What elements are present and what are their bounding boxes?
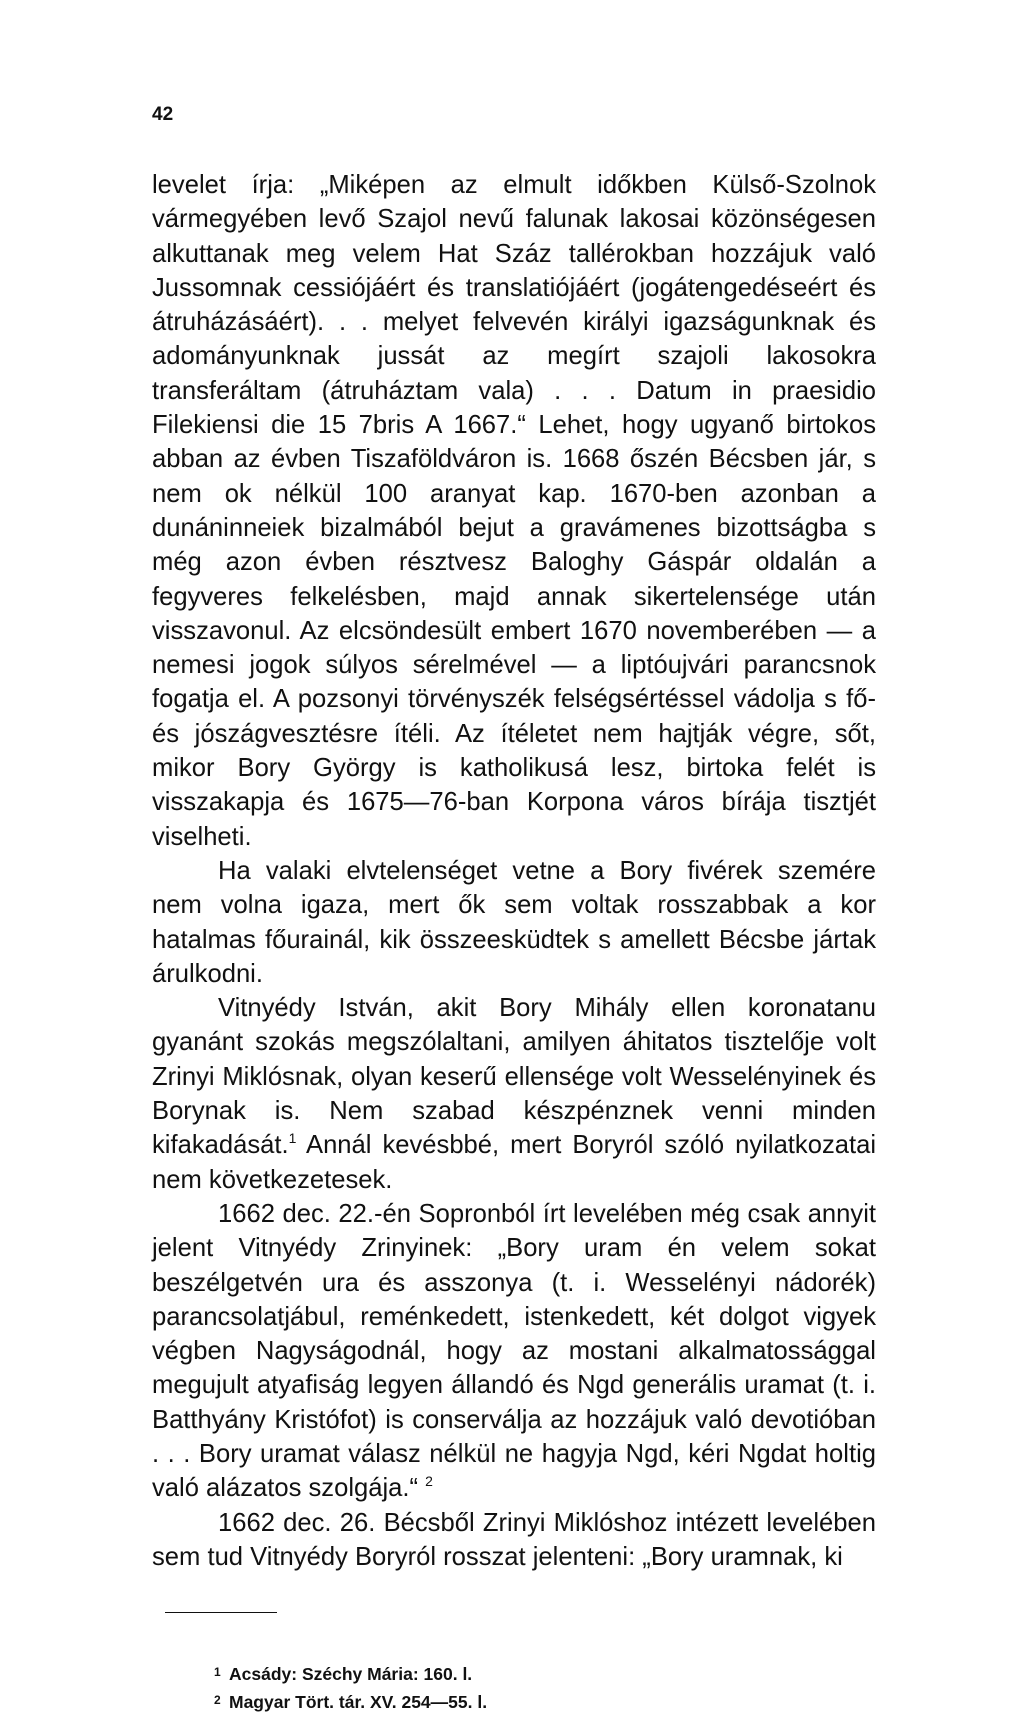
footnote-reference-2: 2 (425, 1473, 433, 1490)
paragraph-2: Ha valaki elvtelenséget vetne a Bory fivérek szemére nem volna igaza, mert ők sem voltak rosszabbak a kor hatalmas főurainál, kik összeesküdtek s amellett Bécsbe jártak árulkodni. (152, 856, 876, 988)
footnote-reference-1: 1 (288, 1130, 297, 1147)
footnote-1 (152, 1659, 876, 1687)
footnote-divider (165, 1612, 277, 1613)
footnote-1-text: Acsády: Széchy Mária: 160. l. (229, 1664, 473, 1684)
paragraph-4-text-before-note: 1662 dec. 22.-én Sopronból írt levelében még csak annyit jelent Vitnyédy Zrinyinek: „Bory uram én velem sokat beszélgetvén ura és asszonya (t. i. Wesselényi nádorék) parancsolatjábul, reménkedett, istenkedett, két dolgot vigyek végben Nagyságodnál, hogy az mostani alkalmatossággal megujult atyafiság legyen állandó és Ngd generális uramat (t. i. Batthyány Kristófot) is conserválja az hozzájuk való devotióban . . . Bory uramat válasz nélkül ne hagyja Ngd, kéri Ngdat holtig való alázatos szolgája.“ (152, 1199, 876, 1503)
main-text (152, 168, 876, 1574)
footnotes (152, 1659, 876, 1715)
paragraph-3-text-after-note: Annál kevésbbé, mert Boryról szóló nyilatkozatai nem következetesek. (152, 1131, 877, 1194)
footnote-1-marker: 1 (214, 1665, 221, 1679)
footnote-2 (152, 1687, 876, 1715)
paragraph-3 (152, 991, 876, 1197)
footnote-2-text: Magyar Tört. tár. XV. 254—55. l. (229, 1692, 488, 1712)
paragraph-4 (152, 1197, 876, 1506)
paragraph-3-text-before-note: Vitnyédy István, akit Bory Mihály ellen koronatanu gyanánt szokás megszólaltani, amilyen áhitatos tisztelője volt Zrinyi Miklósnak, olyan keserű ellensége volt Wesselényinek és Borynak is. Nem szabad készpénznek venni minden kifakadását. (152, 994, 876, 1160)
footnote-2-marker: 2 (214, 1693, 221, 1707)
paragraph-1: levelet írja: „Miképen az elmult időkben Külső-Szolnok vármegyében levő Szajol nevű falunak lakosai közönségesen alkuttanak meg velem Hat Száz tallérokban hozzájuk való Jussomnak cessiójáért és translatiójáért (jogátengedéseért és átruházásáért). . . melyet felvevén királyi igazságunknak és adományunknak jussát az megírt szajoli lakosokra transferáltam (átruháztam vala) . . . Datum in praesidio Filekiensi die 15 7bris A 1667.“ Lehet, hogy ugyanő birtokos abban az évben Tiszaföldváron is. 1668 őszén Bécsben jár, s nem ok nélkül 100 aranyat kap. 1670-ben azonban a dunáninneiek bizalmából bejut a gravámenes bizottságba s még azon évben résztvesz Baloghy Gáspár oldalán a fegyveres felkelésben, majd annak sikertelensége után visszavonul. Az elcsöndesült embert 1670 novemberében — a nemesi jogok súlyos sérelmével — a liptóujvári parancsnok fogatja el. A pozsonyi törvényszék felségsértéssel vádolja s fő- és jószágvesztésre ítéli. Az ítéletet nem hajtják végre, sőt, mikor Bory György is katholikusá lesz, birtoka felét is visszakapja és 1675—76-ban Korpona város bírája tisztjét viselheti. (152, 171, 876, 851)
page-number: 42 (152, 104, 174, 125)
paragraph-5: 1662 dec. 26. Bécsből Zrinyi Miklóshoz intézett levelében sem tud Vitnyédy Boryról rosszat jelenteni: „Bory uramnak, ki (152, 1508, 876, 1571)
